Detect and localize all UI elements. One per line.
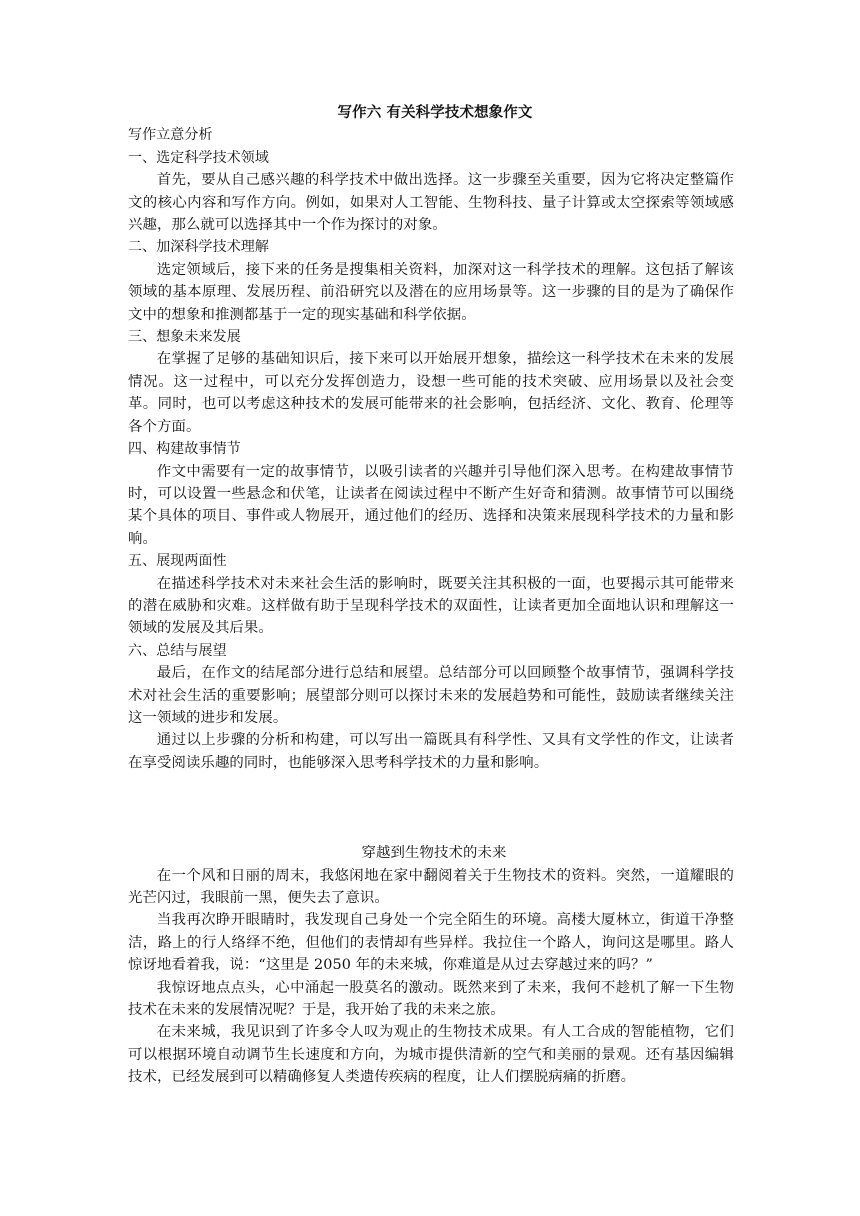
section-body: 首先，要从自己感兴趣的科学技术中做出选择。这一步骤至关重要，因为它将决定整篇作文的核心内容和写作方向。例如，如果对人工智能、生物科技、量子计算或太空探索等领域感兴趣，那么就可以选择其中一个作为探讨的对象。 — [128, 172, 734, 234]
section-body: 最后，在作文的结尾部分进行总结和展望。总结部分可以回顾整个故事情节，强调科学技术对社会生活的重要影响；展望部分则可以探讨未来的发展趋势和可能性，鼓励读者继续关注这一领域的进步和发展。 — [128, 665, 734, 726]
section-body: 在掌握了足够的基础知识后，接下来可以开始展开想象，描绘这一科学技术在未来的发展情况。这一过程中，可以充分发挥创造力，设想一些可能的技术突破、应用场景以及社会变革。同时，也可以考虑这种技术的发展可能带来的社会影响，包括经济、文化、教育、伦理等各个方面。 — [128, 351, 734, 435]
story-paragraph: 在一个风和日丽的周末，我悠闲地在家中翻阅着关于生物技术的资料。突然，一道耀眼的光芒闪过，我眼前一黑，便失去了意识。 — [128, 867, 734, 906]
section-spacer — [128, 774, 734, 842]
story-paragraph: 在未来城，我见识到了许多令人叹为观止的生物技术成果。有人工合成的智能植物，它们可以根据环境自动调节生长速度和方向，为城市提供清新的空气和美丽的景观。还有基因编辑技术，已经发展到可以精确修复人类遗传疾病的程度，让人们摆脱病痛的折磨。 — [128, 1024, 734, 1086]
section-heading: 六、总结与展望 — [128, 642, 227, 659]
analysis-label: 写作立意分析 — [128, 127, 213, 144]
story-paragraph: 我惊讶地点点头，心中涌起一股莫名的激动。既然来到了未来，我何不趁机了解一下生物技术在未来的发展情况呢？于是，我开始了我的未来之旅。 — [128, 979, 734, 1019]
document-title: 写作六 有关科学技术想象作文 — [337, 105, 533, 121]
conclusion-paragraph: 通过以上步骤的分析和构建，可以写出一篇既具有科学性、又具有文学性的作文，让读者在享受阅读乐趣的同时，也能够深入思考科学技术的力量和影响。 — [128, 732, 734, 771]
story-paragraph: 当我再次睁开眼睛时，我发现自己身处一个完全陌生的环境。高楼大厦林立，街道干净整洁，路上的行人络绎不绝，但他们的表情却有些异样。我拉住一个路人，询问这是哪里。路人惊讶地看着我，说：“这里是 2050 年的未来城，你难道是从过去穿越过来的吗？” — [128, 912, 734, 974]
section-heading: 三、想象未来发展 — [128, 329, 241, 346]
section-heading: 一、选定科学技术领域 — [128, 149, 269, 166]
section-heading: 二、加深科学技术理解 — [128, 239, 269, 256]
story-title: 穿越到生物技术的未来 — [361, 845, 507, 862]
section-body: 作文中需要有一定的故事情节，以吸引读者的兴趣并引导他们深入思考。在构建故事情节时，可以设置一些悬念和伏笔，让读者在阅读过程中不断产生好奇和猜测。故事情节可以围绕某个具体的项目、事件或人物展开，通过他们的经历、选择和决策来展现科学技术的力量和影响。 — [128, 463, 734, 547]
document-page — [128, 102, 734, 1089]
section-heading: 四、构建故事情节 — [128, 441, 241, 458]
section-heading: 五、展现两面性 — [128, 553, 227, 570]
section-body: 选定领域后，接下来的任务是搜集相关资料，加深对这一科学技术的理解。这包括了解该领域的基本原理、发展历程、前沿研究以及潜在的应用场景等。这一步骤的目的是为了确保作文中的想象和推测都基于一定的现实基础和科学依据。 — [128, 261, 734, 323]
section-body: 在描述科学技术对未来社会生活的影响时，既要关注其积极的一面，也要揭示其可能带来的潜在威胁和灾难。这样做有助于呈现科学技术的双面性，让读者更加全面地认识和理解这一领域的发展及其后果。 — [128, 575, 734, 637]
